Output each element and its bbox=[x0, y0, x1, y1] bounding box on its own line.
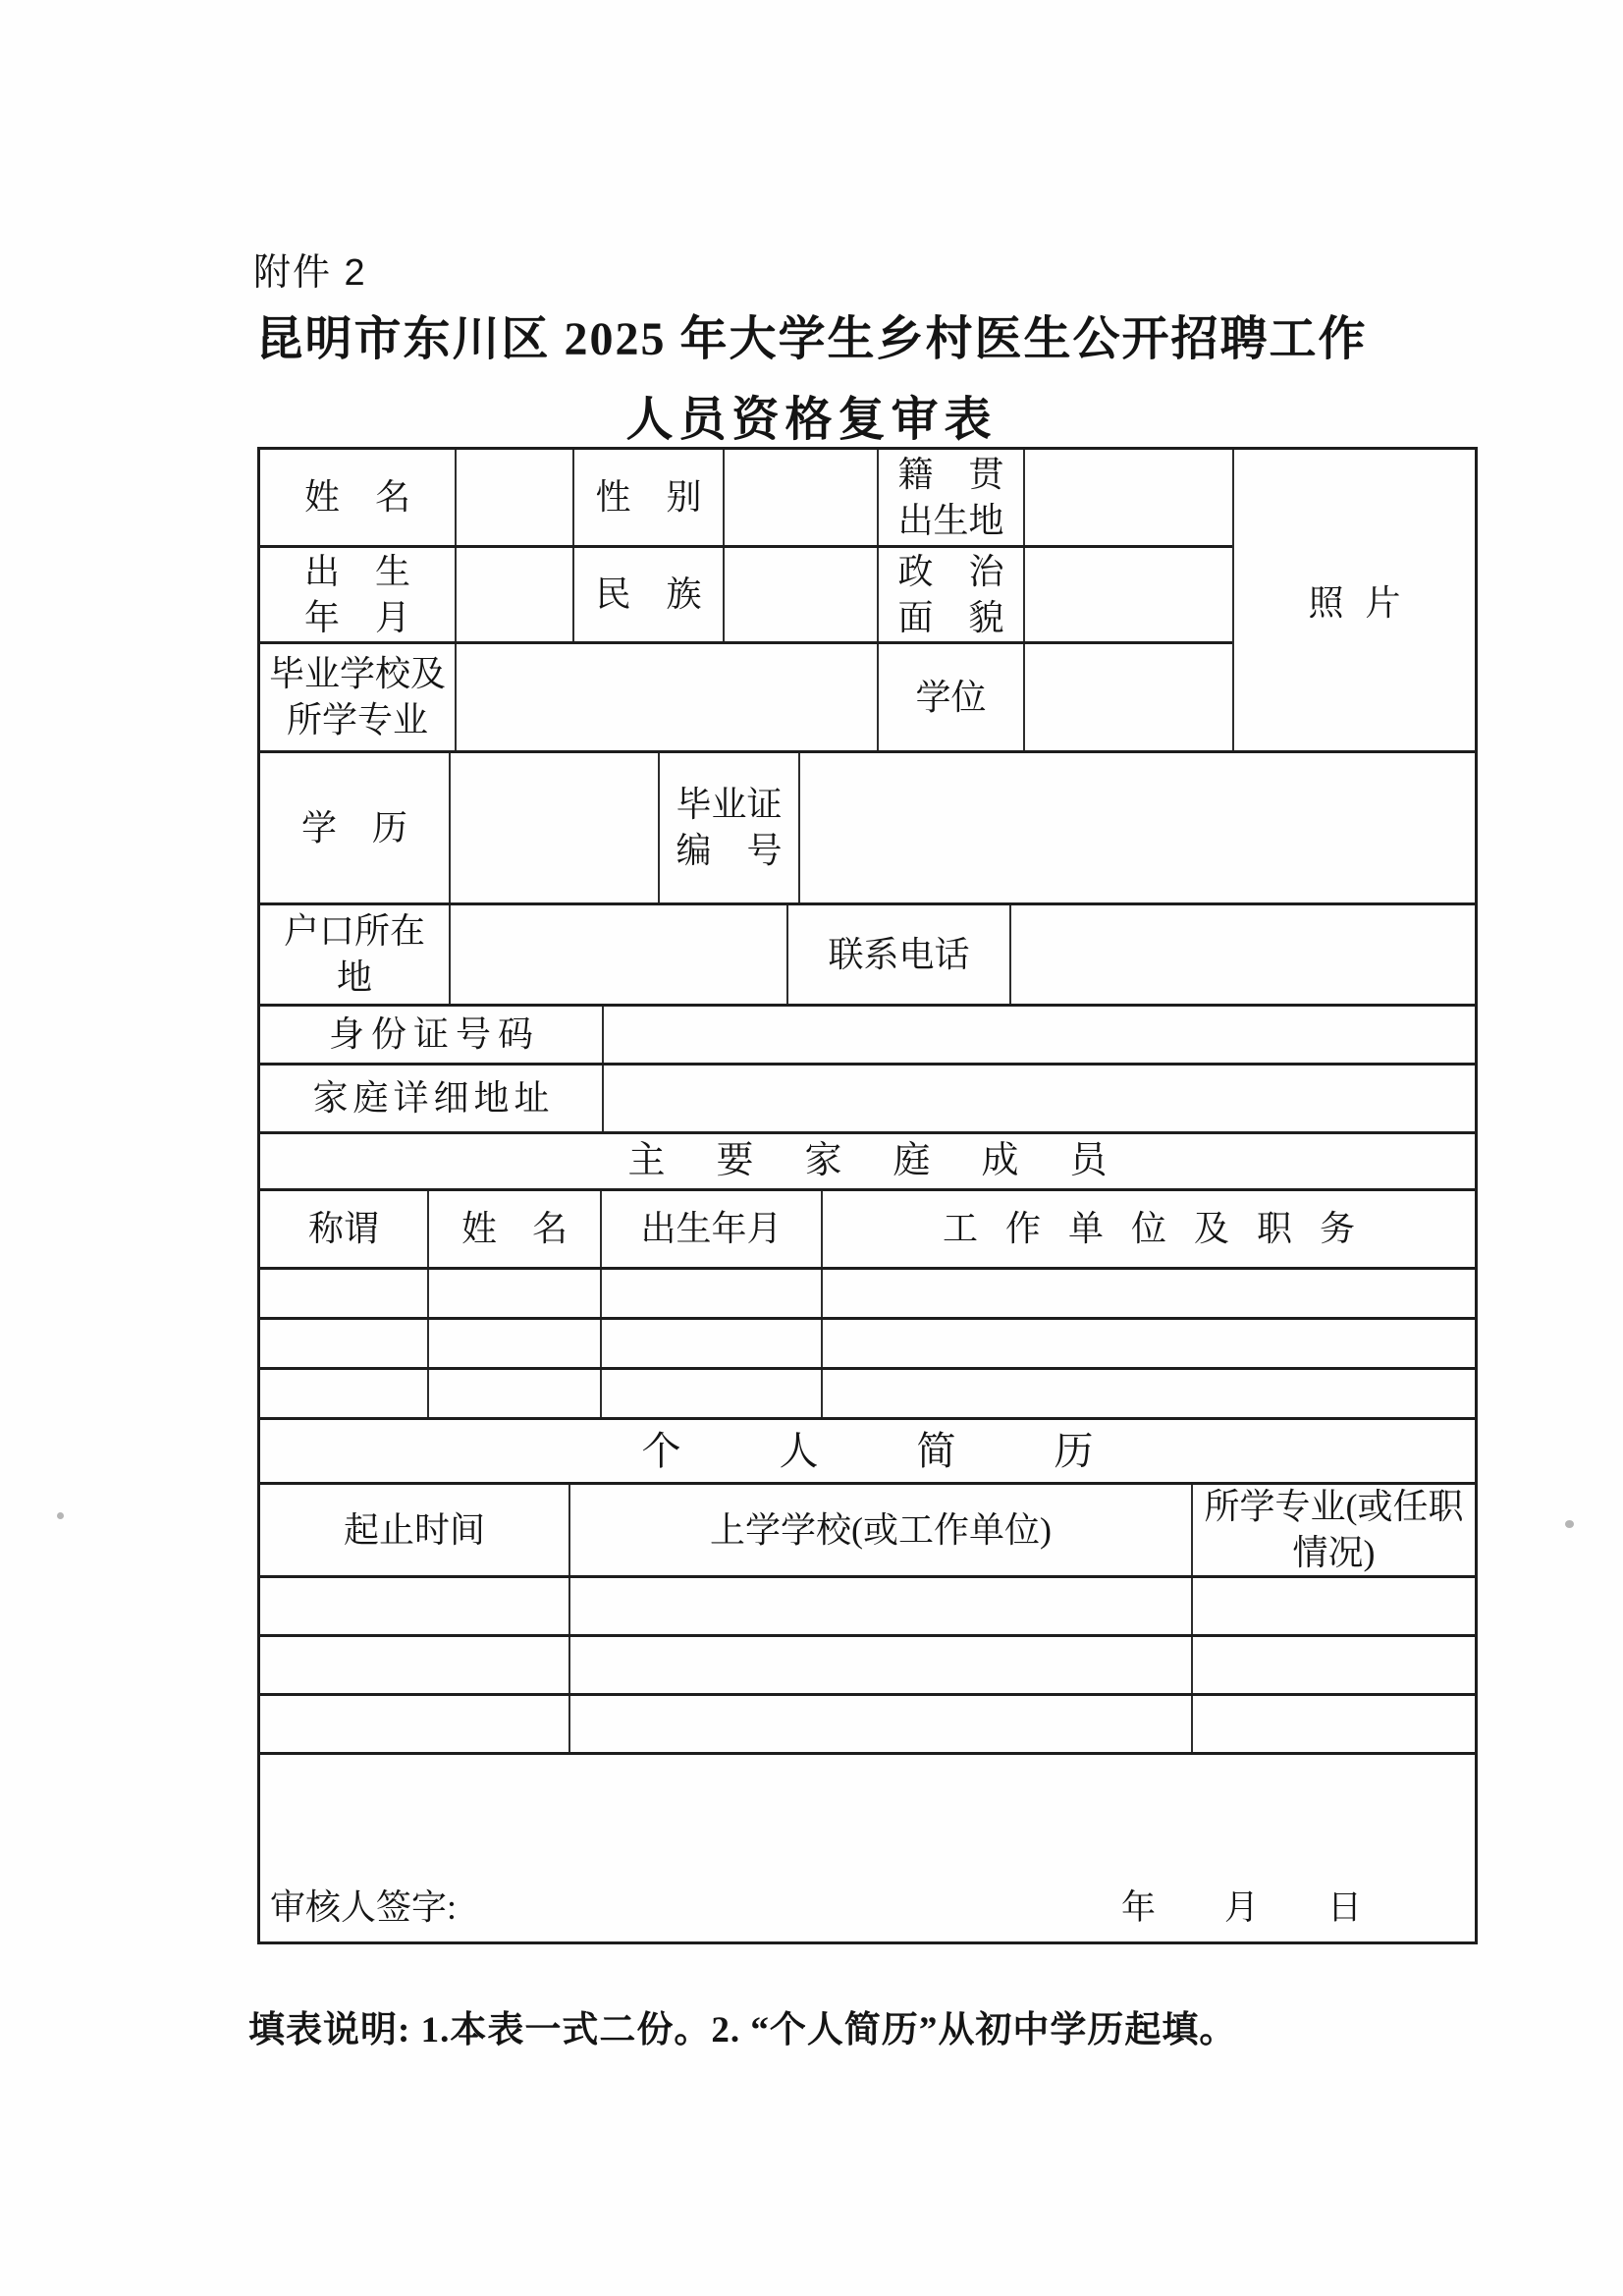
home-address-label: 家庭详细地址 bbox=[312, 1078, 555, 1118]
birth-date-label-line2: 年 月 bbox=[303, 597, 410, 637]
form-title-line1: 昆明市东川区 2025 年大学生乡村医生公开招聘工作 bbox=[255, 313, 1368, 365]
form-title-line2: 人员资格复审表 bbox=[625, 394, 998, 446]
row-home-address bbox=[260, 1066, 1475, 1134]
household-label-line1: 户口所在 bbox=[283, 911, 425, 951]
family-birth-cell bbox=[602, 1320, 823, 1367]
family-columns-header bbox=[260, 1191, 1475, 1270]
top-section bbox=[260, 450, 1475, 753]
row-id-number bbox=[260, 1007, 1475, 1066]
family-work-cell bbox=[823, 1320, 1475, 1367]
birth-date-label-cell bbox=[260, 548, 457, 641]
family-relation-cell bbox=[260, 1270, 429, 1317]
family-relation-cell bbox=[260, 1370, 429, 1417]
resume-major-header-line1: 所学专业(或任职 bbox=[1204, 1487, 1464, 1526]
family-name-cell bbox=[429, 1320, 602, 1367]
resume-school-cell bbox=[570, 1637, 1193, 1693]
political-status-label-cell bbox=[879, 548, 1025, 641]
row-education-diploma bbox=[260, 753, 1475, 905]
scan-speck bbox=[57, 1512, 64, 1519]
education-value-cell bbox=[451, 753, 660, 902]
graduate-school-label-line2: 所学专业 bbox=[286, 700, 428, 739]
diploma-number-value-cell bbox=[800, 753, 1475, 902]
gender-value-cell bbox=[725, 450, 879, 545]
ethnicity-value-cell bbox=[725, 548, 879, 641]
gender-label-cell: 性 别 bbox=[574, 450, 725, 545]
resume-period-cell bbox=[260, 1578, 570, 1634]
family-member-row bbox=[260, 1370, 1475, 1420]
family-work-header-label: 工作单位及职务 bbox=[942, 1209, 1382, 1248]
diploma-number-label-line2: 编 号 bbox=[676, 831, 783, 870]
form-instructions-note: 填表说明: 1.本表一式二份。2. “个人简历”从初中学历起填。 bbox=[248, 2010, 1237, 2050]
id-number-value-cell bbox=[604, 1007, 1475, 1063]
home-address-label-cell bbox=[260, 1066, 604, 1131]
graduate-school-label-line1: 毕业学校及 bbox=[268, 654, 446, 693]
resume-columns-header bbox=[260, 1485, 1475, 1578]
native-place-value-cell bbox=[1025, 450, 1232, 545]
household-value-cell bbox=[451, 905, 788, 1004]
date-ymd-label: 年 月 日 bbox=[1121, 1888, 1363, 1927]
resume-section-header bbox=[260, 1420, 1475, 1485]
scan-speck bbox=[1565, 1520, 1574, 1528]
family-name-header-cell: 姓 名 bbox=[429, 1191, 602, 1267]
resume-period-cell bbox=[260, 1696, 570, 1752]
resume-major-header-cell bbox=[1193, 1485, 1475, 1575]
native-place-label-cell bbox=[879, 450, 1025, 545]
row-name-gender-nativeplace bbox=[260, 450, 1232, 548]
row-birth-ethnic-political bbox=[260, 548, 1232, 644]
home-address-value-cell bbox=[604, 1066, 1475, 1131]
id-number-label: 身份证号码 bbox=[328, 1014, 540, 1054]
resume-major-cell bbox=[1193, 1637, 1475, 1693]
reviewer-signature-row bbox=[260, 1755, 1475, 1941]
resume-row bbox=[260, 1637, 1475, 1696]
resume-period-header-cell: 起止时间 bbox=[260, 1485, 570, 1575]
household-label-cell bbox=[260, 905, 451, 1004]
resume-row bbox=[260, 1578, 1475, 1637]
photo-placeholder-cell bbox=[1232, 450, 1475, 750]
family-birth-cell bbox=[602, 1370, 823, 1417]
family-work-header-cell bbox=[823, 1191, 1475, 1267]
family-work-cell bbox=[823, 1270, 1475, 1317]
family-work-cell bbox=[823, 1370, 1475, 1417]
education-label-cell: 学 历 bbox=[260, 753, 451, 902]
row-school-degree bbox=[260, 644, 1232, 750]
family-relation-cell bbox=[260, 1320, 429, 1367]
native-place-label-line2: 出生地 bbox=[897, 500, 1004, 540]
reviewer-sign-label: 审核人签字: bbox=[270, 1887, 458, 1927]
birth-date-label-line1: 出 生 bbox=[303, 551, 410, 591]
resume-period-cell bbox=[260, 1637, 570, 1693]
name-label-cell: 姓 名 bbox=[260, 450, 457, 545]
resume-section-title: 个人简历 bbox=[641, 1429, 1192, 1473]
diploma-number-label-cell bbox=[660, 753, 800, 902]
resume-school-header-cell: 上学学校(或工作单位) bbox=[570, 1485, 1193, 1575]
family-name-cell bbox=[429, 1270, 602, 1317]
graduate-school-value-cell bbox=[457, 644, 879, 750]
family-name-cell bbox=[429, 1370, 602, 1417]
family-relation-header-cell: 称谓 bbox=[260, 1191, 429, 1267]
family-member-row bbox=[260, 1270, 1475, 1320]
resume-row bbox=[260, 1696, 1475, 1755]
attachment-label: 附件 2 bbox=[253, 252, 367, 294]
resume-major-cell bbox=[1193, 1578, 1475, 1634]
resume-major-header-line2: 情况) bbox=[1292, 1533, 1376, 1572]
resume-major-cell bbox=[1193, 1696, 1475, 1752]
family-birth-header-cell: 出生年月 bbox=[602, 1191, 823, 1267]
top-left-block bbox=[260, 450, 1232, 750]
graduate-school-label-cell bbox=[260, 644, 457, 750]
row-household-phone bbox=[260, 905, 1475, 1007]
photo-label: 照片 bbox=[1308, 582, 1423, 623]
resume-section-title-cell bbox=[260, 1420, 1475, 1482]
family-birth-cell bbox=[602, 1270, 823, 1317]
review-form-table bbox=[257, 447, 1478, 1944]
degree-label-cell: 学位 bbox=[879, 644, 1025, 750]
name-value-cell bbox=[457, 450, 574, 545]
id-number-label-cell bbox=[260, 1007, 604, 1063]
family-member-row bbox=[260, 1320, 1475, 1370]
family-section-title: 主要家庭成员 bbox=[627, 1140, 1159, 1181]
ethnicity-label-cell: 民 族 bbox=[574, 548, 725, 641]
birth-date-value-cell bbox=[457, 548, 574, 641]
degree-value-cell bbox=[1025, 644, 1232, 750]
political-status-value-cell bbox=[1025, 548, 1232, 641]
family-section-title-cell bbox=[260, 1134, 1475, 1188]
phone-label-cell: 联系电话 bbox=[788, 905, 1011, 1004]
native-place-label-line1: 籍 贯 bbox=[897, 454, 1004, 494]
resume-school-cell bbox=[570, 1696, 1193, 1752]
political-status-label-line2: 面 貌 bbox=[897, 597, 1004, 637]
phone-value-cell bbox=[1011, 905, 1475, 1004]
resume-school-cell bbox=[570, 1578, 1193, 1634]
household-label-line2: 地 bbox=[336, 957, 372, 997]
family-section-header bbox=[260, 1134, 1475, 1191]
diploma-number-label-line1: 毕业证 bbox=[676, 785, 783, 824]
political-status-label-line1: 政 治 bbox=[897, 551, 1004, 591]
